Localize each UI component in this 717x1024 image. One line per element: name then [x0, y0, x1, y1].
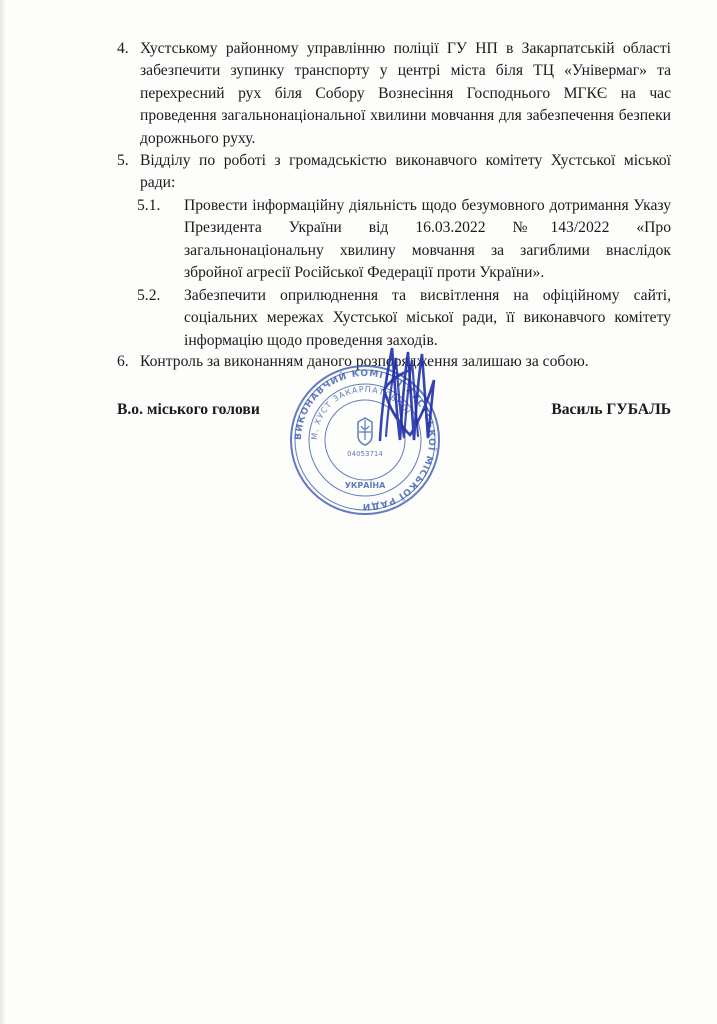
stamp-inner-text: М. ХУСТ ЗАКАРПАТСЬКОЇ [309, 384, 413, 441]
item-number: 5.2. [137, 287, 161, 304]
list-item-5-1 [137, 195, 671, 285]
signatory-name: Василь ГУБАЛЬ [551, 401, 671, 418]
item-number: 5. [117, 152, 129, 169]
item-text: Забезпечити оприлюднення та висвітлення на офіційному сайті, соціальних мережах Хустської міської ради, її виконавчого комітету інформацію щодо проведення заходів. [184, 287, 671, 349]
list-item-5 [117, 150, 671, 195]
stamp-country: УКРАЇНА [344, 481, 386, 490]
item-text: Хустському районному управлінню поліції ГУ НП в Закарпатській області забезпечити зупинку транспорту у центрі міста біля ТЦ «Універмаг» та перехресний рух біля Собору Вознесіння Господнього МГКЄ на час проведення загальнонаціональної хвилини мовчання для забезпечення безпеки дорожнього руху. [140, 40, 671, 147]
item-text: Провести інформаційну діяльність щодо безумовного дотримання Указу Президента України від 16.03.2022 №143/2022 «Про загальнонаціональну хвилину мовчання за загиблими внаслідок збройної агресії Російської Федерації проти України». [184, 197, 671, 282]
signatory-position: В.о. міського голови [117, 401, 260, 418]
stamp-code: 04053714 [347, 450, 383, 458]
list-item-4 [117, 38, 671, 150]
item-number: 4. [117, 40, 129, 57]
item-number: 6. [117, 353, 129, 370]
item-text: Відділу по роботі з громадськістю виконавчого комітету Хустської міської ради: [140, 152, 671, 192]
handwritten-signature-icon [370, 340, 440, 450]
stamp-outer-text: ВИКОНАВЧИЙ КОМІТЕТ ХУСТСЬКОЇ МІСЬКОЇ РАДИ [293, 368, 437, 512]
page-edge-shadow [0, 0, 6, 1024]
item-text: Контроль за виконанням даного розпорядження залишаю за собою. [140, 353, 589, 370]
item-number: 5.1. [137, 197, 161, 214]
